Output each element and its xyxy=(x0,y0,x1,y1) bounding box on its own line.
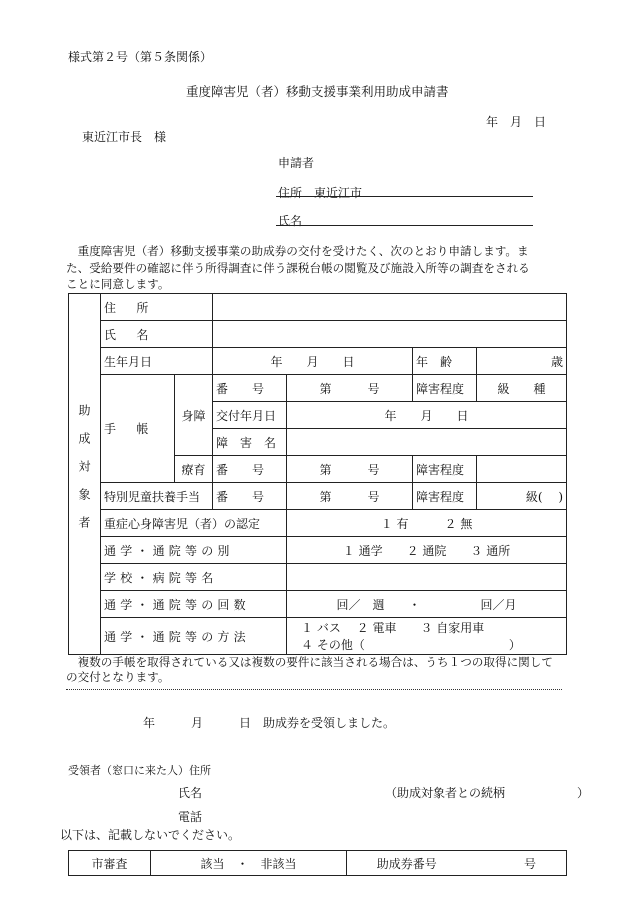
commute-type-label: 通学・通院等の別 xyxy=(101,537,287,564)
form-title: 重度障害児（者）移動支援事業利用助成申請書 xyxy=(186,84,449,99)
address-label: 住 所 xyxy=(101,294,213,321)
allowance-label: 特別児童扶養手当 xyxy=(101,483,213,510)
intro-text-2: た、受給要件の確認に伴う所得調査に伴う課税台帳の閲覧及び施設入所等の調査をされる xyxy=(66,261,530,275)
multi-note-2: の交付となります。 xyxy=(66,670,170,684)
name-field[interactable] xyxy=(213,321,567,348)
birth-field[interactable]: 年 月 日 xyxy=(213,348,413,375)
severe-label: 重症心身障害児（者）の認定 xyxy=(101,510,287,537)
frequency-label: 通学・通院等の回数 xyxy=(101,591,287,618)
addressee: 東近江市長 様 xyxy=(82,130,167,144)
frequency-field[interactable]: 回／ 週 ・ 回／月 xyxy=(287,591,567,618)
method-options-1: １ バス ２ 電車 ３ 自家用車 xyxy=(301,621,485,635)
commute-type-field[interactable]: １ 通学 ２ 通院 ３ 通所 xyxy=(287,537,567,564)
applicant-heading: 申請者 xyxy=(278,156,315,170)
ryoiku-grade-field[interactable] xyxy=(477,456,567,483)
multi-note-1: 複数の手帳を取得されている又は複数の要件に該当される場合は、うち１つの取得に関して xyxy=(66,655,553,669)
receipt-statement: 年 月 日 助成券を受領しました。 xyxy=(143,716,396,730)
relation-label: （助成対象者との続柄 ） xyxy=(385,786,590,800)
intro-text-3: ことに同意します。 xyxy=(66,277,170,291)
ryoiku-label: 療育 xyxy=(175,456,213,483)
age-field[interactable]: 歳 xyxy=(477,348,567,375)
applicant-name-label: 氏名 xyxy=(278,214,303,228)
date-line: 年 月 日 xyxy=(486,115,547,129)
office-use-note: 以下は、記載しないでください。 xyxy=(60,828,241,842)
allowance-grade-label: 障害程度 xyxy=(413,483,477,510)
applicant-address-label: 住所 東近江市 xyxy=(278,186,363,200)
techo-label: 手 帳 xyxy=(101,375,175,483)
shinsho-grade-field[interactable]: 級 種 xyxy=(477,375,567,402)
method-field[interactable] xyxy=(287,618,567,655)
address-underline xyxy=(276,196,533,197)
receiver-phone-label: 電話 xyxy=(178,810,203,824)
method-label: 通学・通院等の方法 xyxy=(101,618,287,655)
method-options-2: ４ その他（ ） xyxy=(301,638,521,652)
age-label: 年 齢 xyxy=(413,348,477,375)
side-label: 助成対象者 xyxy=(69,294,101,655)
ryoiku-grade-label: 障害程度 xyxy=(413,456,477,483)
issue-date-label: 交付年月日 xyxy=(213,402,287,429)
coupon-number-suffix: 号 xyxy=(467,851,567,876)
form-number: 様式第２号（第５条関係） xyxy=(68,50,213,64)
receiver-address-label: 受領者（窓口に来た人）住所 xyxy=(68,764,211,777)
severe-field[interactable]: １ 有 ２ 無 xyxy=(287,510,567,537)
school-label: 学校・病院等名 xyxy=(101,564,287,591)
office-check-label: 市審査 xyxy=(69,851,151,876)
shinsho-number-label: 番 号 xyxy=(213,375,287,402)
allowance-grade-field[interactable]: 級( ) xyxy=(477,483,567,510)
shinsho-label: 身障 xyxy=(175,375,213,456)
address-field[interactable] xyxy=(213,294,567,321)
receiver-name-label: 氏名 xyxy=(178,786,203,800)
shinsho-grade-label: 障害程度 xyxy=(413,375,477,402)
office-use-table xyxy=(68,850,567,876)
ryoiku-number-field[interactable]: 第 号 xyxy=(287,456,413,483)
office-status: 該当 ・ 非該当 xyxy=(151,851,347,876)
intro-text-1: 重度障害児（者）移動支援事業の助成券の交付を受けたく、次のとおり申請します。ま xyxy=(66,244,529,258)
name-label: 氏 名 xyxy=(101,321,213,348)
cut-line xyxy=(66,689,562,690)
applicant-table xyxy=(68,293,567,655)
allowance-number-field[interactable]: 第 号 xyxy=(287,483,413,510)
birth-label: 生年月日 xyxy=(101,348,213,375)
allowance-number-label: 番 号 xyxy=(213,483,287,510)
disability-name-field[interactable] xyxy=(287,429,567,456)
coupon-number-label: 助成券番号 xyxy=(347,851,467,876)
disability-name-label: 障 害 名 xyxy=(213,429,287,456)
ryoiku-number-label: 番 号 xyxy=(213,456,287,483)
issue-date-field[interactable]: 年 月 日 xyxy=(287,402,567,429)
school-field[interactable] xyxy=(287,564,567,591)
name-underline xyxy=(276,225,533,226)
shinsho-number-field[interactable]: 第 号 xyxy=(287,375,413,402)
